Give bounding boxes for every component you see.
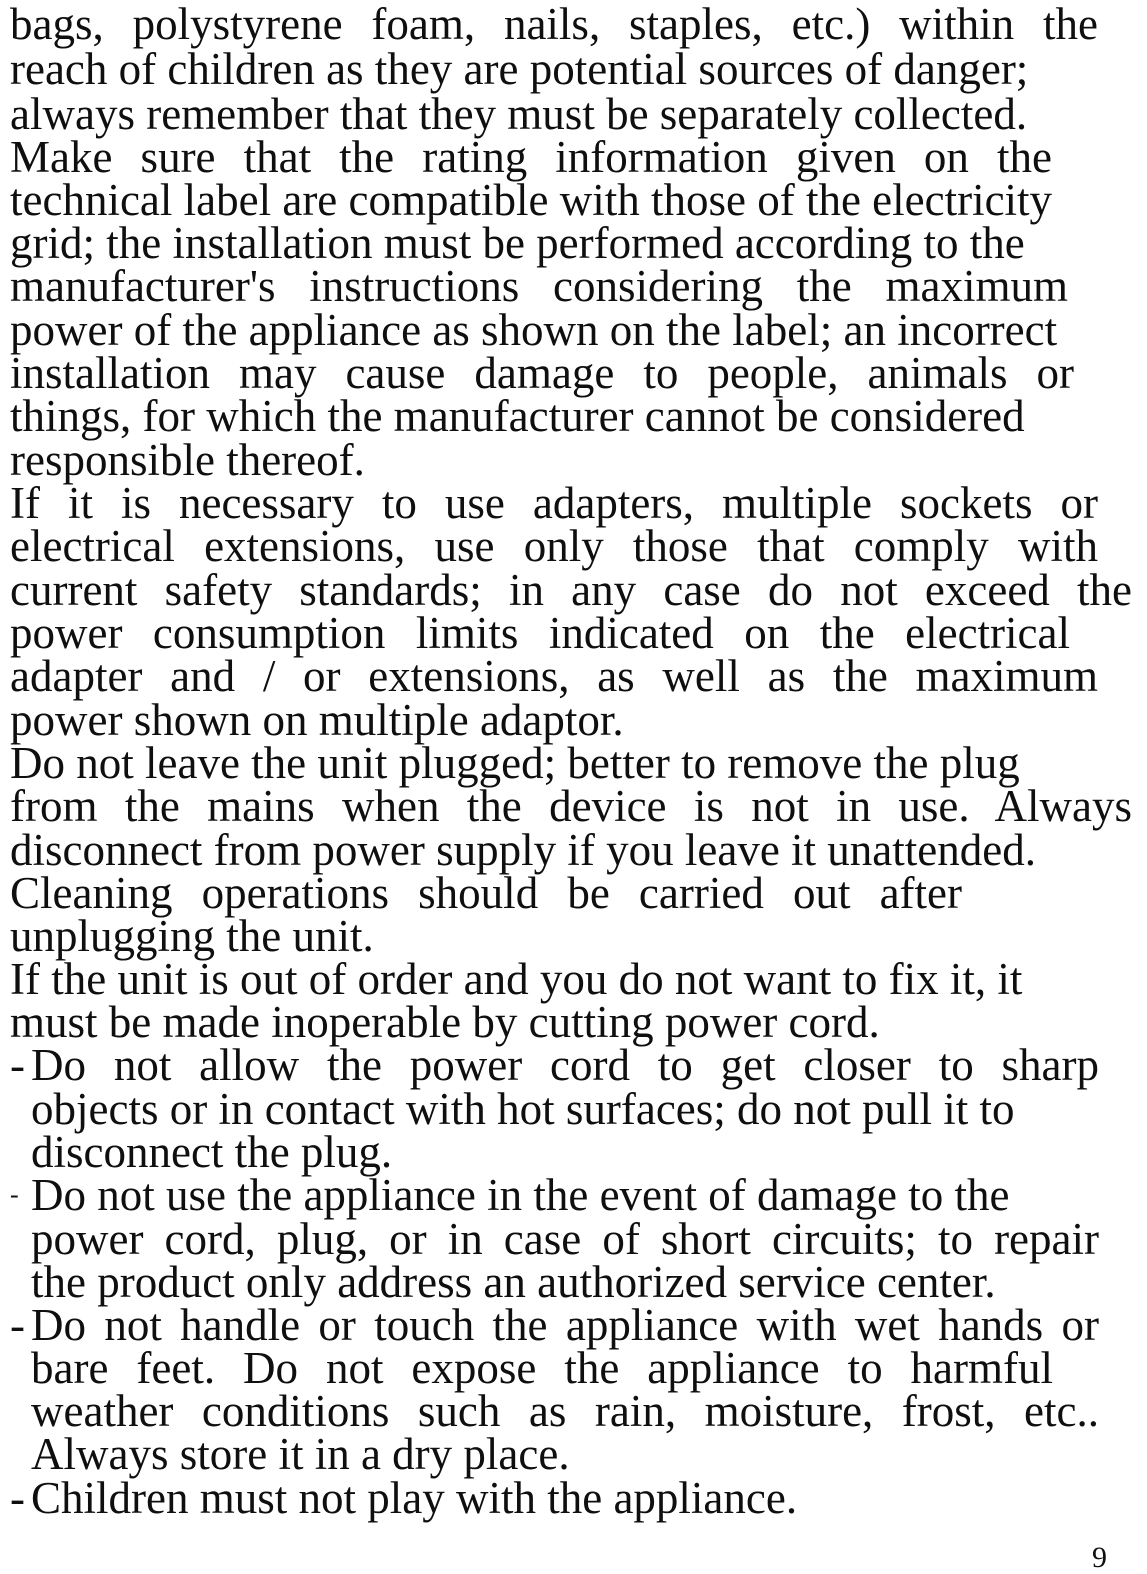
list-item-line: Do not handle or touch the appliance with wet hands or — [31, 1300, 1099, 1350]
body-text-line: grid; the installation must be performed according to the — [10, 218, 1025, 268]
list-item-line: weather conditions such as rain, moisture, frost, etc.. — [31, 1386, 1099, 1436]
body-text-line: electrical extensions, use only those that comply with — [10, 521, 1098, 571]
body-text-line: power of the appliance as shown on the label; an incorrect — [10, 305, 1058, 355]
body-text-line: unplugging the unit. — [10, 911, 374, 961]
list-item-line: Children must not play with the appliance. — [31, 1473, 798, 1523]
bullet-dash: - — [10, 1473, 25, 1523]
list-item-line: objects or in contact with hot surfaces; do not pull it to — [31, 1084, 1015, 1134]
body-text-line: disconnect from power supply if you leave it unattended. — [10, 825, 1036, 875]
body-text-line: manufacturer's instructions considering the maximum — [10, 261, 1068, 311]
body-text-line: things, for which the manufacturer cannot be considered — [10, 391, 1025, 441]
list-item-line: Do not use the appliance in the event of damage to the — [31, 1170, 1010, 1220]
bullet-dash: - — [10, 1180, 19, 1209]
list-item-line: disconnect the plug. — [31, 1127, 393, 1177]
bullet-dash: - — [10, 1300, 25, 1350]
list-item-line: the product only address an authorized service center. — [31, 1257, 996, 1307]
list-item-line: power cord, plug, or in case of short circuits; to repair — [31, 1214, 1099, 1264]
body-text-line: responsible thereof. — [10, 435, 365, 485]
body-text-line: power shown on multiple adaptor. — [10, 695, 624, 745]
body-text-line: Make sure that the rating information given on the — [10, 132, 1052, 182]
body-text-line: installation may cause damage to people, animals or — [10, 348, 1074, 398]
body-text-line: Cleaning operations should be carried out after — [10, 868, 962, 918]
body-text-line: from the mains when the device is not in use. Always — [10, 781, 1132, 831]
list-item-line: Do not allow the power cord to get closer to sharp — [31, 1040, 1099, 1090]
body-text-line: bags, polystyrene foam, nails, staples, etc.) within the — [10, 0, 1098, 49]
body-text-line: If the unit is out of order and you do not want to fix it, it — [10, 954, 1023, 1004]
body-text-line: power consumption limits indicated on the electrical — [10, 608, 1070, 658]
body-text-line: If it is necessary to use adapters, multiple sockets or — [10, 478, 1098, 528]
body-text-line: reach of children as they are potential sources of danger; — [10, 44, 1029, 94]
body-text-line: adapter and / or extensions, as well as the maximum — [10, 651, 1098, 701]
list-item-line: Always store it in a dry place. — [31, 1429, 570, 1479]
body-text-line: current safety standards; in any case do not exceed the — [10, 565, 1132, 615]
body-text-line: always remember that they must be separately collected. — [10, 89, 1028, 139]
body-text-line: must be made inoperable by cutting power cord. — [10, 997, 880, 1047]
body-text-line: technical label are compatible with those of the electricity — [10, 175, 1053, 225]
page-number: 9 — [1092, 1541, 1107, 1574]
bullet-dash: - — [10, 1040, 25, 1090]
list-item-line: bare feet. Do not expose the appliance to harmful — [31, 1343, 1053, 1393]
body-text-line: Do not leave the unit plugged; better to remove the plug — [10, 738, 1020, 788]
